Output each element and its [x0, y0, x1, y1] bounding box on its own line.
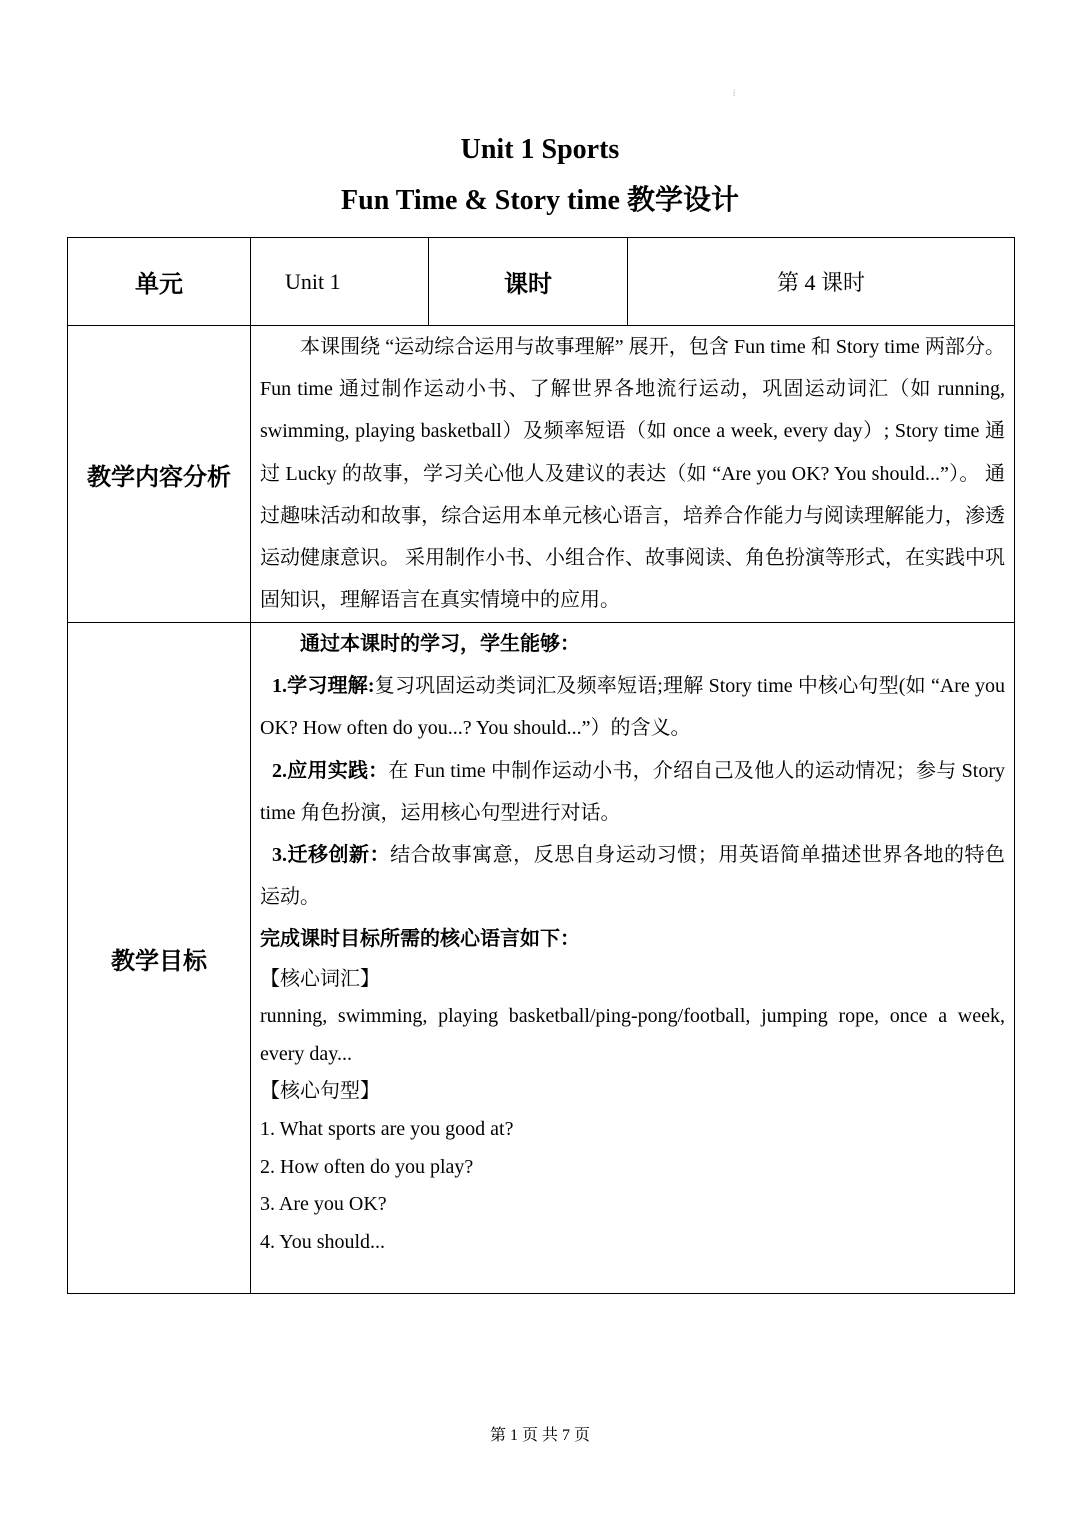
lesson-plan-table — [67, 237, 1015, 1294]
core-language-heading — [260, 918, 1005, 960]
goal-item-head: 2.应用实践： — [272, 759, 389, 782]
goals-label: 教学目标 — [68, 623, 251, 1294]
sentence-item: 1. What sports are you good at? — [260, 1118, 514, 1140]
analysis-cell — [251, 326, 1015, 623]
lesson-value: 第 4 课时 — [628, 238, 1015, 326]
core-language-heading-text: 完成课时目标所需的核心语言如下： — [260, 928, 580, 951]
goal-item-text: 在 Fun time 中制作运动小书，介绍自己及他人的运动情况；参与 Story time 角色扮演，运用核心句型进行对话。 — [260, 759, 1006, 824]
analysis-text: 本课围绕 “运动综合运用与故事理解” 展开，包含 Fun time 和 Story time 两部分。Fun time 通过制作运动小书、了解世界各地流行运动，巩固运动词汇（如 running, swimming, playing basketball）及频率短语（如 once a week, every day）; Story time 通过 Lucky 的故事，学习关心他人及建议的表达（如 “Are you OK? You should...”）。 通过趣味活动和故事，综合运用本单元核心语言，培养合作能力与阅读理解能力，渗透运动健康意识。 采用制作小书、小组合作、故事阅读、角色扮演等形式，在实践中巩固知识，理解语言在真实情境中的应用。 — [260, 336, 1005, 612]
goals-intro — [260, 623, 1005, 665]
goals-intro-text: 通过本课时的学习，学生能够： — [300, 633, 580, 655]
unit-value: Unit 1 — [251, 238, 429, 326]
analysis-row — [68, 326, 1015, 623]
unit-label: 单元 — [68, 238, 251, 326]
vocab-list: running, swimming, playing basketball/ping-pong/football, jumping rope, once a week, every day... — [260, 1005, 1005, 1065]
goal-item-head: 3.迁移创新： — [272, 844, 391, 867]
lesson-label: 课时 — [429, 238, 628, 326]
document-title: Unit 1 Sports — [460, 134, 620, 165]
document-subtitle: Fun Time & Story time 教学设计 — [341, 185, 739, 216]
sentence-item: 4. You should... — [260, 1230, 386, 1253]
sentence-item: 2. How often do you play? — [260, 1155, 474, 1178]
goal-item — [260, 834, 1005, 918]
top-mark: ⁞ — [733, 89, 736, 98]
goal-item — [260, 665, 1005, 749]
sentences-heading: 【核心句型】 — [260, 1080, 380, 1103]
goal-item-text: 复习巩固运动类词汇及频率短语;理解 Story time 中核心句型(如 “Are you OK? How often do you...? You should...”）的含义。 — [260, 675, 1005, 740]
page-footer: 第 1 页 共 7 页 — [489, 1427, 590, 1444]
header-row — [68, 238, 1015, 326]
goals-cell — [251, 623, 1015, 1294]
goals-row — [68, 623, 1015, 1294]
goal-item-head: 1.学习理解: — [272, 675, 375, 698]
analysis-label: 教学内容分析 — [68, 326, 251, 623]
goal-item-text: 结合故事寓意，反思自身运动习惯；用英语简单描述世界各地的特色运动。 — [260, 844, 1006, 909]
vocab-heading: 【核心词汇】 — [260, 967, 380, 990]
sentence-item: 3. Are you OK? — [260, 1193, 387, 1216]
goal-item — [260, 750, 1005, 834]
